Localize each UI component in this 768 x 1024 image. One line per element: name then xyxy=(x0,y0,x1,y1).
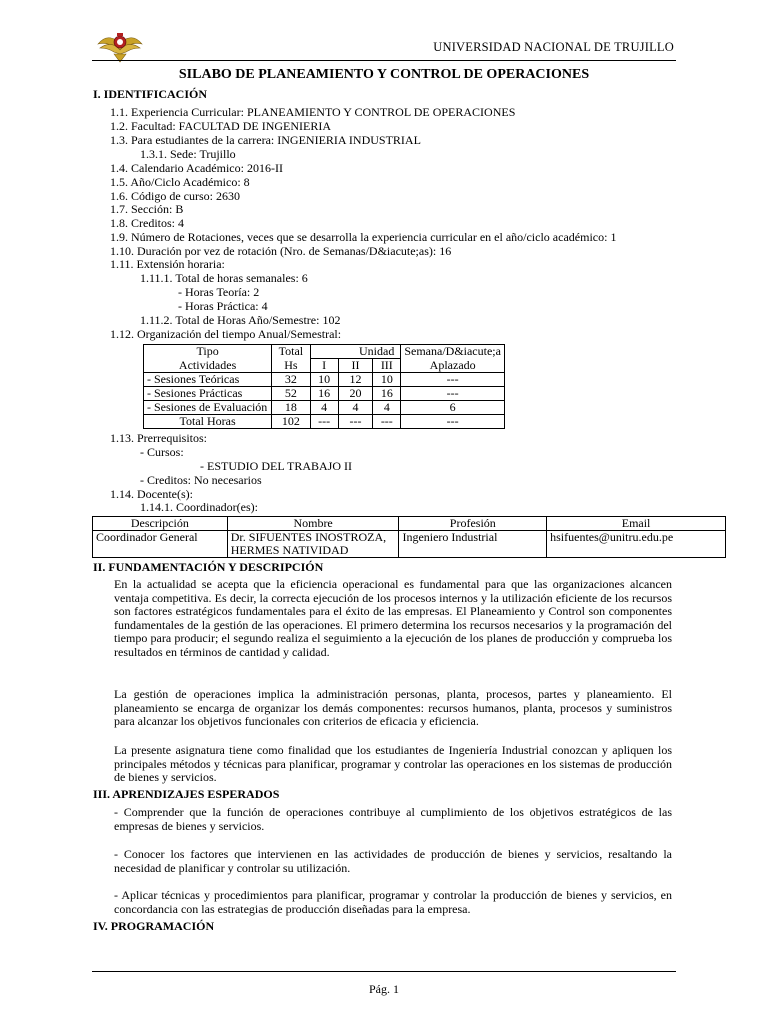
paragraph: La presente asignatura tiene como finalidad que los estudiantes de Ingeniería Industrial conozcan y apliquen los principales métodos y técnicas para planificar, programar y controlar las operaciones en los sistemas de producción de bienes y servicios. xyxy=(114,743,672,784)
university-crest-logo xyxy=(96,30,144,64)
table-header-cell: Profesión xyxy=(399,517,547,531)
table-row xyxy=(93,531,726,558)
table-header-cell: Email xyxy=(547,517,726,531)
table-cell: --- xyxy=(310,415,338,429)
id-line: 1.11.2. Total de Horas Año/Semestre: 102 xyxy=(140,313,341,327)
paragraph: - Comprender que la función de operaciones contribuye al cumplimiento de los objetivos estratégicos de las empresas de bienes y servicios. xyxy=(114,805,672,833)
id-line: - Horas Práctica: 4 xyxy=(178,299,268,313)
table-row xyxy=(144,373,505,387)
docente-line: 1.14. Docente(s): xyxy=(110,487,193,501)
prereq-line: 1.13. Prerrequisitos: xyxy=(110,431,207,445)
id-line: 1.8. Creditos: 4 xyxy=(110,216,184,230)
id-line: 1.1. Experiencia Curricular: PLANEAMIENTO Y CONTROL DE OPERACIONES xyxy=(110,105,516,119)
table-row xyxy=(144,387,505,401)
table-header-cell: Unidad xyxy=(310,345,401,359)
time-organization-table xyxy=(143,344,505,429)
table-header-cell: Tipo xyxy=(144,345,272,359)
table-header-cell: Descripción xyxy=(93,517,228,531)
id-line: 1.6. Código de curso: 2630 xyxy=(110,189,240,203)
table-header-cell: Actividades xyxy=(144,359,272,373)
id-line: 1.11.1. Total de horas semanales: 6 xyxy=(140,271,308,285)
table-cell: 4 xyxy=(310,401,338,415)
syllabus-title: SILABO DE PLANEAMIENTO Y CONTROL DE OPERACIONES xyxy=(178,67,590,82)
section-1-heading: I. IDENTIFICACIÓN xyxy=(93,87,208,101)
table-header-cell: II xyxy=(338,359,373,373)
prereq-line: - Creditos: No necesarios xyxy=(140,473,262,487)
table-cell: Dr. SIFUENTES INOSTROZA, HERMES NATIVIDAD xyxy=(227,531,399,558)
table-cell: 4 xyxy=(338,401,373,415)
table-cell: 16 xyxy=(373,387,401,401)
table-header-cell: Total xyxy=(272,345,310,359)
table-row xyxy=(144,401,505,415)
paragraph: En la actualidad se acepta que la eficiencia operacional es fundamental para que las organizaciones alcancen ventaja competitiva. Es decir, la correcta ejecución de los procesos internos y la utilización eficiente de los recursos son factores estratégicos fundamentales para el éxito de las empresas. El Planeamiento y Control son componentes fundamentales de la gestión de las operaciones. El primero determina los recursos necesarios y la programación del tiempo para producir; el segundo realiza el seguimiento a la ejecución de los planes de producción y comprueba los resultados en términos de cantidad y calidad. xyxy=(114,577,672,659)
docente-line: 1.14.1. Coordinador(es): xyxy=(140,500,258,514)
table-cell: - Sesiones Teóricas xyxy=(144,373,272,387)
prereq-line: - Cursos: xyxy=(140,445,184,459)
table-cell: 18 xyxy=(272,401,310,415)
table-cell: Ingeniero Industrial xyxy=(399,531,547,558)
table-cell: - Sesiones Prácticas xyxy=(144,387,272,401)
table-cell: 12 xyxy=(338,373,373,387)
id-line: 1.3. Para estudiantes de la carrera: INGENIERIA INDUSTRIAL xyxy=(110,133,421,147)
paragraph: La gestión de operaciones implica la administración personas, planta, procesos, partes y planeamiento. El planeamiento se encarga de organizar los demás componentes: recursos humanos, planta, procesos y suministros para alcanzar los objetivos funcionales con criterios de eficacia y eficiencia. xyxy=(114,687,672,728)
id-line: 1.11. Extensión horaria: xyxy=(110,257,225,271)
table-header-cell: Semana/D&iacute;a xyxy=(401,345,505,359)
section-3-heading: III. APRENDIZAJES ESPERADOS xyxy=(93,787,280,801)
id-line: 1.7. Sección: B xyxy=(110,202,184,216)
table-cell: 102 xyxy=(272,415,310,429)
id-line: 1.12. Organización del tiempo Anual/Semestral: xyxy=(110,327,342,341)
table-cell: 32 xyxy=(272,373,310,387)
table-header-cell: Aplazado xyxy=(401,359,505,373)
table-cell: 4 xyxy=(373,401,401,415)
table-cell: 6 xyxy=(401,401,505,415)
table-cell: 20 xyxy=(338,387,373,401)
prereq-line: - ESTUDIO DEL TRABAJO II xyxy=(200,459,352,473)
table-cell: hsifuentes@unitru.edu.pe xyxy=(547,531,726,558)
table-cell: --- xyxy=(338,415,373,429)
coordinator-table xyxy=(92,516,726,558)
section-4-heading: IV. PROGRAMACIÓN xyxy=(93,919,215,933)
table-cell: 10 xyxy=(310,373,338,387)
table-header-cell: I xyxy=(310,359,338,373)
id-line: 1.5. Año/Ciclo Académico: 8 xyxy=(110,175,250,189)
table-header-row xyxy=(144,345,505,359)
table-header-row xyxy=(144,359,505,373)
table-cell: --- xyxy=(401,373,505,387)
footer-rule xyxy=(92,971,676,972)
table-cell: 52 xyxy=(272,387,310,401)
university-name: UNIVERSIDAD NACIONAL DE TRUJILLO xyxy=(433,40,674,54)
table-cell: Coordinador General xyxy=(93,531,228,558)
section-2-heading: II. FUNDAMENTACIÓN Y DESCRIPCIÓN xyxy=(93,560,324,574)
table-cell: 16 xyxy=(310,387,338,401)
table-cell: 10 xyxy=(373,373,401,387)
page-number: Pág. 1 xyxy=(369,982,399,996)
table-cell: Total Horas xyxy=(144,415,272,429)
header-rule xyxy=(92,60,676,61)
id-line: 1.4. Calendario Académico: 2016-II xyxy=(110,161,283,175)
table-header-row xyxy=(93,517,726,531)
id-line: 1.10. Duración por vez de rotación (Nro. de Semanas/D&iacute;as): 16 xyxy=(110,244,452,258)
id-line: - Horas Teoría: 2 xyxy=(178,285,260,299)
paragraph: - Conocer los factores que intervienen en las actividades de producción de bienes y servicios, resaltando la necesidad de planificar y controlar su utilización. xyxy=(114,847,672,875)
paragraph: - Aplicar técnicas y procedimientos para planificar, programar y controlar la producción de bienes y servicios, en concordancia con las estrategias de producción diseñadas para la empresa. xyxy=(114,888,672,916)
table-total-row xyxy=(144,415,505,429)
id-line: 1.2. Facultad: FACULTAD DE INGENIERIA xyxy=(110,119,332,133)
table-cell: - Sesiones de Evaluación xyxy=(144,401,272,415)
table-cell: --- xyxy=(373,415,401,429)
table-cell: --- xyxy=(401,415,505,429)
table-cell: --- xyxy=(401,387,505,401)
table-header-cell: III xyxy=(373,359,401,373)
table-header-cell: Hs xyxy=(272,359,310,373)
id-line: 1.3.1. Sede: Trujillo xyxy=(140,147,236,161)
id-line: 1.9. Número de Rotaciones, veces que se desarrolla la experiencia curricular en el año/ciclo académico: 1 xyxy=(110,230,617,244)
table-header-cell: Nombre xyxy=(227,517,399,531)
